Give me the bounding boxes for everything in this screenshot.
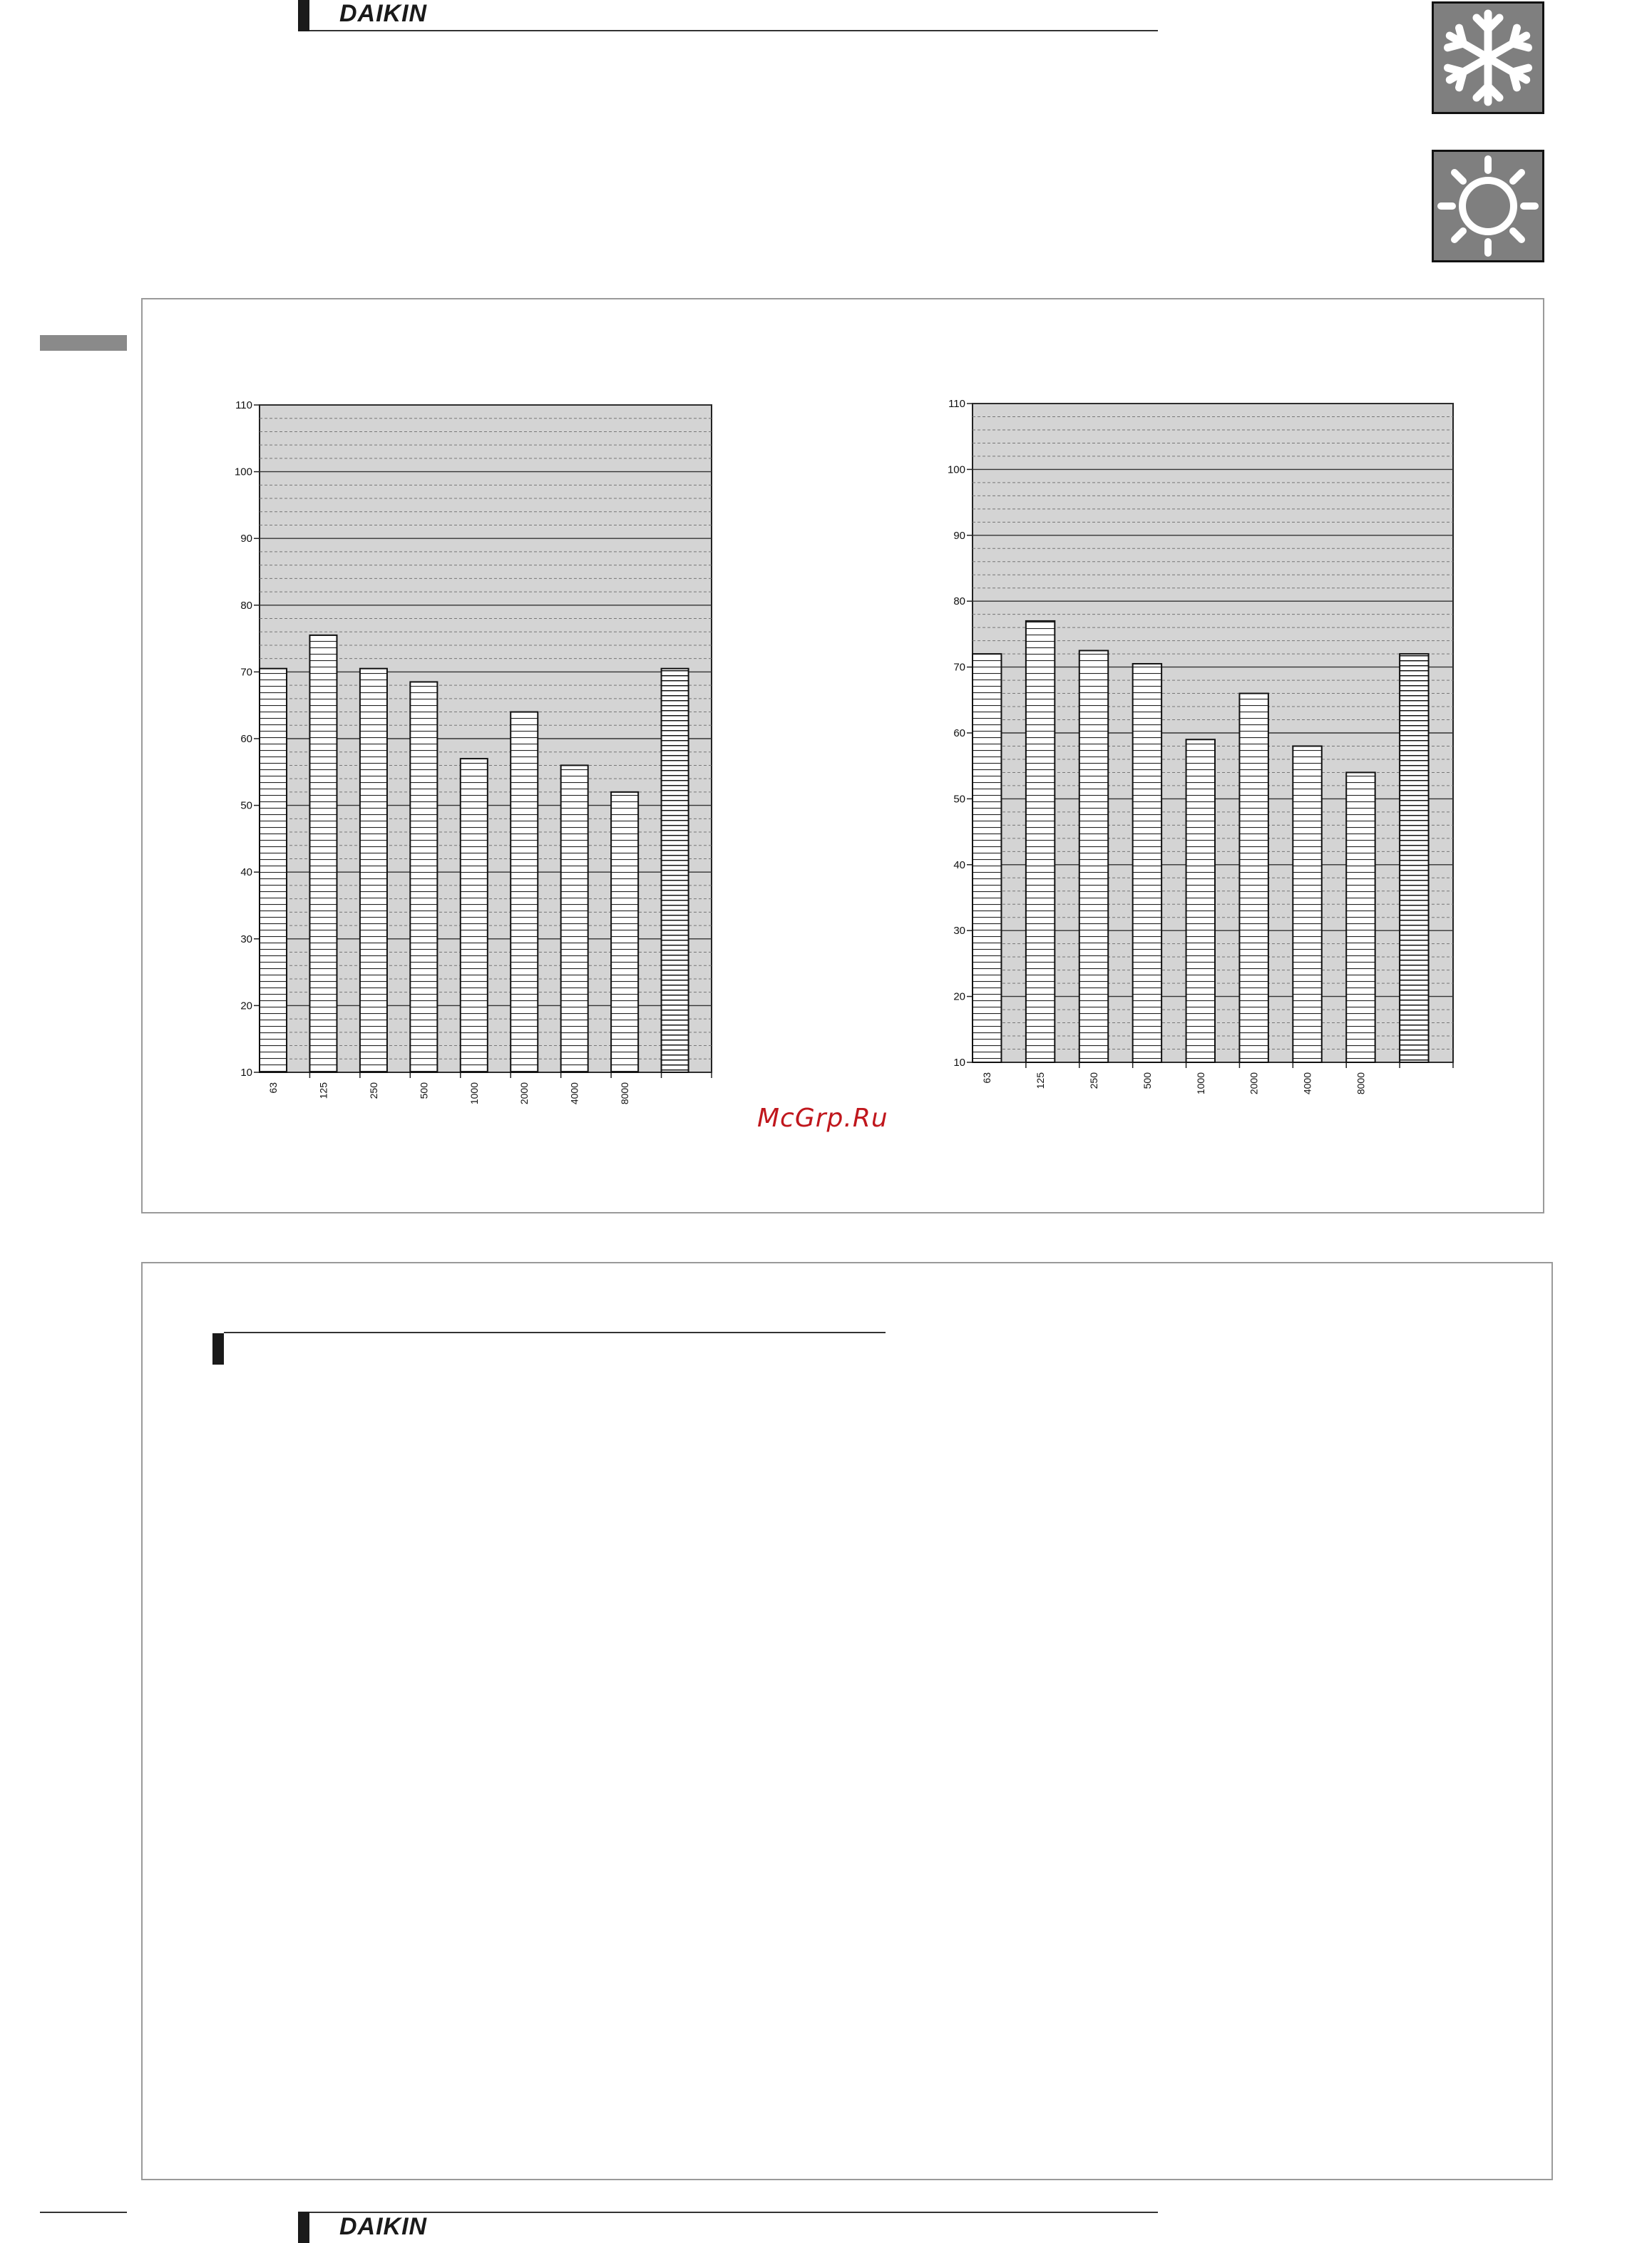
footer-left-rule (40, 2212, 127, 2213)
footer-brand-logo: DAIKIN (339, 2213, 428, 2240)
y-tick-label: 60 (240, 733, 252, 745)
content-panel (141, 1262, 1553, 2180)
heating-mode-tile (1432, 150, 1544, 262)
y-tick-label: 100 (947, 463, 965, 476)
x-tick-label: 2000 (518, 1082, 530, 1105)
x-tick-label: 63 (981, 1072, 993, 1084)
y-tick-label: 90 (240, 533, 252, 545)
y-tick-label: 20 (240, 1000, 252, 1012)
x-tick-label: 125 (317, 1082, 329, 1099)
y-tick-label: 110 (948, 398, 965, 410)
bar-2000 (1239, 694, 1268, 1062)
header-brand-logo: DAIKIN (339, 0, 428, 27)
bar-125 (309, 635, 337, 1072)
x-tick-label: 1000 (468, 1082, 480, 1105)
y-tick-label: 20 (953, 990, 965, 1003)
x-tick-label: 500 (1141, 1072, 1153, 1089)
y-tick-label: 80 (953, 595, 965, 608)
sound-spectrum-chart-2 (941, 391, 1469, 1118)
bar-overall (662, 669, 689, 1072)
y-tick-label: 50 (240, 799, 252, 812)
bar-250 (1079, 651, 1108, 1063)
x-tick-label: 8000 (1355, 1072, 1367, 1095)
header-logo-bar (298, 0, 309, 31)
y-tick-label: 50 (953, 793, 965, 806)
watermark: McGrp.Ru (757, 1104, 888, 1133)
x-tick-label: 4000 (568, 1082, 580, 1105)
section-heading-bar (212, 1333, 224, 1365)
footer-rule (309, 2212, 1158, 2213)
y-tick-label: 60 (953, 727, 965, 739)
bar-8000 (1346, 772, 1375, 1062)
bar-2000 (511, 712, 538, 1072)
y-tick-label: 110 (235, 399, 252, 411)
sun-icon (1434, 152, 1542, 260)
cooling-mode-tile (1432, 1, 1544, 114)
y-tick-label: 70 (953, 661, 965, 674)
bar-63 (260, 669, 287, 1072)
bar-500 (410, 682, 437, 1072)
footer-logo-bar (298, 2212, 309, 2243)
bar-1000 (1186, 739, 1215, 1062)
section-tab-marker (40, 335, 127, 351)
x-tick-label: 500 (418, 1082, 430, 1099)
y-tick-label: 90 (953, 529, 965, 542)
bar-125 (1026, 621, 1055, 1062)
y-tick-label: 30 (953, 925, 965, 938)
x-tick-label: 63 (267, 1082, 279, 1094)
snowflake-icon (1434, 4, 1542, 112)
y-tick-label: 80 (240, 599, 252, 612)
bar-4000 (1293, 746, 1321, 1062)
bar-250 (360, 669, 387, 1072)
bar-1000 (461, 759, 488, 1072)
bar-4000 (561, 765, 588, 1072)
section-heading-rule (224, 1332, 886, 1333)
sound-spectrum-chart-1 (228, 391, 727, 1118)
bar-500 (1133, 664, 1161, 1062)
y-tick-label: 10 (240, 1067, 252, 1079)
x-tick-label: 8000 (619, 1082, 631, 1105)
bar-8000 (611, 792, 638, 1072)
y-tick-label: 40 (240, 866, 252, 879)
header-rule (309, 30, 1158, 31)
y-tick-label: 70 (240, 666, 252, 679)
y-tick-label: 40 (953, 858, 965, 871)
x-tick-label: 250 (1087, 1072, 1099, 1089)
y-tick-label: 30 (240, 933, 252, 945)
y-tick-label: 100 (234, 466, 252, 478)
y-tick-label: 10 (953, 1057, 965, 1069)
x-tick-label: 250 (367, 1082, 379, 1099)
x-tick-label: 125 (1035, 1072, 1047, 1089)
x-tick-label: 2000 (1248, 1072, 1260, 1095)
x-tick-label: 4000 (1301, 1072, 1313, 1095)
bar-63 (973, 654, 1001, 1062)
bar-overall (1400, 654, 1428, 1062)
x-tick-label: 1000 (1194, 1072, 1206, 1095)
